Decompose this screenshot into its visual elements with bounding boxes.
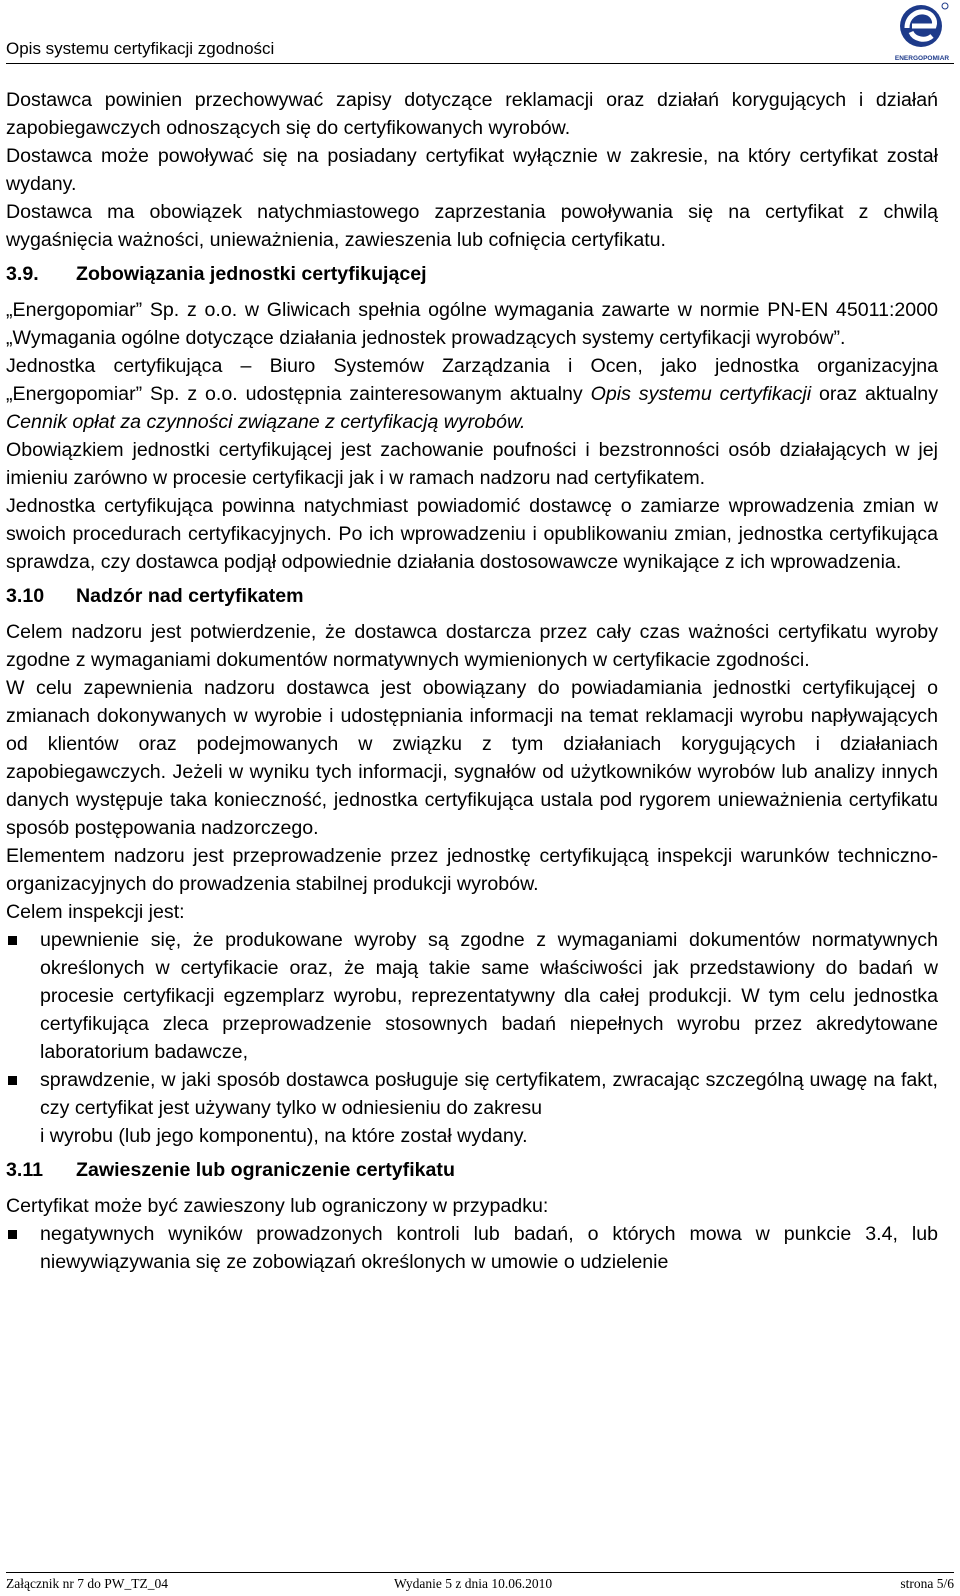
logo-text: ENERGOPOMIAR — [894, 55, 950, 62]
list-item: upewnienie się, że produkowane wyroby są zgodne z wymaganiami dokumentów normatywnych określonych w certyfikacie oraz, że mają takie same właściwości jak przedstawiony do badań w procesie certyfikacji egzemplarz wyrobu, reprezentatywny dla całej produkcji. W tym celu jednostka certyfikująca zleca przeprowadzenie stosownych badań niepełnych wyrobu przez akredytowane laboratorium badawcze, — [6, 926, 938, 1066]
footer-page-number: strona 5/6 — [900, 1576, 954, 1591]
section-heading-3-11 — [6, 1156, 938, 1184]
header-title: Opis systemu certyfikacji zgodności — [6, 39, 275, 58]
bullet-square-icon — [8, 1230, 17, 1239]
section-number: 3.10 — [6, 585, 45, 607]
suspension-cases-list — [6, 1220, 938, 1276]
list-item: negatywnych wyników prowadzonych kontroli lub badań, o których mowa w punkcie 3.4, lub niewywiązywania się ze zobowiązań określonych w umowie o udzielenie — [6, 1220, 938, 1276]
document-body — [6, 86, 938, 1280]
paragraph-inspection-goal: Celem inspekcji jest: — [6, 901, 185, 923]
section-title: Zobowiązania jednostki certyfikującej — [76, 263, 427, 285]
section-title: Nadzór nad certyfikatem — [76, 585, 304, 607]
paragraph-inspection: Elementem nadzoru jest przeprowadzenie przez jednostkę certyfikującą inspekcji warunków techniczno-organizacyjnych do prowadzenia stabilnej produkcji wyrobów. — [6, 845, 938, 895]
page-footer — [6, 1560, 954, 1596]
section-heading-3-9 — [6, 260, 938, 288]
paragraph-confidentiality: Obowiązkiem jednostki certyfikującej jest zachowanie poufności i bezstronności osób działających w jej imieniu zarówno w procesie certyfikacji jak i w ramach nadzoru nad certyfikatem. — [6, 439, 938, 489]
paragraph-energopomiar-requirements: „Energopomiar” Sp. z o.o. w Gliwicach spełnia ogólne wymagania zawarte w normie PN-EN 45011:2000 „Wymagania ogólne dotyczące działania jednostek prowadzących systemy certyfikacji wyrobów”. — [6, 299, 938, 349]
italic-opis-systemu: Opis systemu certyfikacji — [590, 383, 812, 405]
inspection-goals-list — [6, 926, 938, 1150]
bullet-square-icon — [8, 1076, 17, 1085]
paragraph-cessation: Dostawca ma obowiązek natychmiastowego zaprzestania powoływania się na certyfikat z chwilą wygaśnięcia ważności, unieważnienia, zawieszenia lub cofnięcia certyfikatu. — [6, 201, 938, 251]
paragraph-certificate-scope: Dostawca może powoływać się na posiadany certyfikat wyłącznie w zakresie, na który certyfikat został wydany. — [6, 145, 938, 195]
list-item: sprawdzenie, w jaki sposób dostawca posługuje się certyfikatem, zwracając szczególną uwagę na fakt, czy certyfikat jest używany tylko w odniesieniu do zakresu — [6, 1066, 938, 1122]
footer-rule — [6, 1572, 954, 1573]
bullet-square-icon — [8, 936, 17, 945]
paragraph-records: Dostawca powinien przechowywać zapisy dotyczące reklamacji oraz działań korygujących i działań zapobiegawczych odnoszących się do certyfikowanych wyrobów. — [6, 89, 938, 139]
list-item-continuation: i wyrobu (lub jego komponentu), na które został wydany. — [40, 1125, 528, 1147]
page-header — [6, 0, 954, 66]
energopomiar-logo — [894, 2, 950, 62]
paragraph-certification-unit: Jednostka certyfikująca – Biuro Systemów Zarządzania i Ocen, jako jednostka organizacyjna „Energopomiar” Sp. z o.o. udostępnia zainteresowanym aktualny Opis systemu certyfikacji oraz aktualny Cennik opłat za czynności związane z certyfikacją wyrobów. — [6, 355, 938, 433]
paragraph-supervision-duties: W celu zapewnienia nadzoru dostawca jest obowiązany do powiadamiania jednostki certyfikującej o zmianach dokonywanych w wyrobie i udostępniania informacji na temat reklamacji wyrobu napływających od klientów oraz podejmowanych w związku z tym działaniach korygujących i działaniach zapobiegawczych. Jeżeli w wyniku tych informacji, sygnałów od użytkowników wyrobów lub analizy innych danych występuje taka konieczność, jednostka certyfikująca ustala pod rygorem unieważnienia certyfikatu sposób postępowania nadzorczego. — [6, 677, 938, 839]
italic-cennik: Cennik opłat za czynności związane z certyfikacją wyrobów. — [6, 411, 526, 433]
section-number: 3.11 — [6, 1159, 44, 1181]
section-number: 3.9. — [6, 263, 39, 285]
paragraph-procedure-changes: Jednostka certyfikująca powinna natychmiast powiadomić dostawcę o zamiarze wprowadzenia zmian w swoich procedurach certyfikacyjnych. Po ich wprowadzeniu i opublikowaniu zmian, jednostka certyfikująca sprawdza, czy dostawca podjął odpowiednie działania dostosowawcze wynikające z ich wprowadzenia. — [6, 495, 938, 573]
footer-edition: Wydanie 5 z dnia 10.06.2010 — [394, 1576, 553, 1591]
paragraph-suspension-cases: Certyfikat może być zawieszony lub ograniczony w przypadku: — [6, 1195, 549, 1217]
section-title: Zawieszenie lub ograniczenie certyfikatu — [76, 1159, 455, 1181]
footer-attachment: Załącznik nr 7 do PW_TZ_04 — [6, 1576, 168, 1591]
section-heading-3-10 — [6, 582, 938, 610]
paragraph-supervision-goal: Celem nadzoru jest potwierdzenie, że dostawca dostarcza przez cały czas ważności certyfikatu wyroby zgodne z wymaganiami dokumentów normatywnych wymienionych w certyfikacie zgodności. — [6, 621, 938, 671]
logo-graphic — [894, 2, 950, 62]
header-rule — [6, 63, 954, 64]
